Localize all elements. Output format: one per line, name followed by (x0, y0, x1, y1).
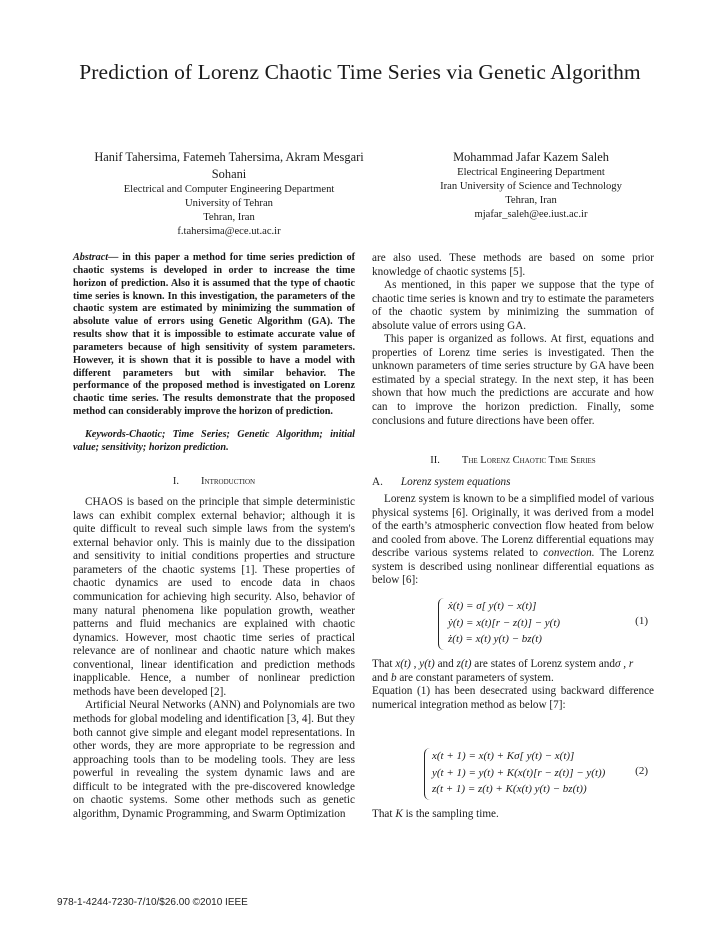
left-brace (438, 598, 447, 650)
continuation-paragraph: are also used. These methods are based on some prior knowledge of chaotic systems [5]. (372, 252, 654, 278)
subsection-heading (372, 476, 654, 490)
equation-lines (432, 748, 605, 798)
states-vars: x(t) , y(t) (395, 658, 435, 671)
equation-line: x(t + 1) = x(t) + Kσ[ y(t) − x(t)] (432, 750, 575, 763)
author-block-1 (84, 149, 374, 239)
section-number: I. (172, 475, 180, 487)
states-text: are constant parameters of system. (396, 671, 554, 684)
section-heading-lorenz (372, 454, 654, 468)
equation-1 (372, 598, 654, 654)
subsection-title: Lorenz system equations (400, 475, 511, 488)
abstract-text: in this paper a method for time series prediction of chaotic systems is developed in order to increase the time horizon of prediction. Also it is assumed that the type of chaotic time series is known. In this investigation, the parameters of the chaotic system are estimated by minimizing the summation of absolute value of errors using Genetic Algorithm (GA). The results show that it is impossible to estimate accurate value of parameters because of high sensitivity of system parameters. However, it is shown that it is possible to have a model with different parameters but with similar behavior. The performance of the proposed method is investigated on Lorenz chaotic time series. The results demonstrate that the proposed method can considerably improve the horizon of prediction. (73, 252, 356, 418)
author-email: mjafar_saleh@ee.iust.ac.ir (474, 209, 588, 220)
equation-line: z(t + 1) = z(t) + K(x(t) y(t) − bz(t)) (432, 783, 587, 796)
copyright-footer: 978-1-4244-7230-7/10/$26.00 ©2010 IEEE (57, 897, 248, 908)
author-block-2 (390, 149, 672, 222)
section-heading-introduction (73, 475, 355, 489)
lorenz-text-em: convection. (543, 547, 595, 560)
states-text: are states of Lorenz system and (471, 658, 615, 671)
author-department: Electrical Engineering Department (457, 167, 605, 178)
equation-number: (2) (635, 765, 648, 778)
k-text: That (372, 808, 396, 821)
author-institution: University of Tehran (185, 198, 273, 209)
equation-line: ż(t) = x(t) y(t) − bz(t) (448, 633, 542, 646)
section-title: The Lorenz Chaotic Time Series (461, 455, 596, 467)
abstract-lead: Abstract (73, 252, 109, 263)
author-name: Mohammad Jafar Kazem Saleh (453, 150, 609, 164)
left-column (73, 252, 355, 821)
paper-title: Prediction of Lorenz Chaotic Time Series via Genetic Algorithm (79, 60, 641, 84)
author-location: Tehran, Iran (203, 212, 255, 223)
states-params: σ , r (614, 658, 634, 671)
k-text: is the sampling time. (402, 808, 499, 821)
subsection-number: A. (372, 475, 383, 488)
right-column (372, 252, 654, 822)
paragraph-method: As mentioned, in this paper we suppose that the type of chaotic time series is known and try to estimate the parameters of the chaotic system by minimizing the summation of absolute value of errors using GA. (372, 279, 654, 332)
author-location: Tehran, Iran (505, 195, 557, 206)
states-text: and (434, 658, 457, 671)
abstract (73, 252, 355, 419)
author-institution: Iran University of Science and Technology (440, 181, 622, 192)
lorenz-text-b: The Lorenz system is described using nonlinear differential equations as below [6]: (372, 547, 654, 587)
author-names-line2: Sohani (211, 167, 247, 181)
section-title: Introduction (201, 475, 256, 487)
keywords: Keywords-Chaotic; Time Series; Genetic Algorithm; initial value; sensitivity; horizon prediction. (73, 428, 355, 453)
lorenz-text-a: Lorenz system is known to be a simplified model of various physical systems [6]. Originally, it was derived from a model of the earth’s atmospheric convection flow heated from below and cooled from above. The Lorenz differential equations may describe various systems related to (372, 493, 654, 560)
author-names-line1: Hanif Tahersima, Fatemeh Tahersima, Akram Mesgari (94, 150, 364, 164)
equation-intro-paragraph: Equation (1) has been desecrated using backward difference numerical integration method as below [7]: (372, 685, 654, 711)
lorenz-paragraph (372, 493, 654, 588)
k-var: K (395, 808, 403, 821)
author-department: Electrical and Computer Engineering Department (123, 184, 335, 195)
equation-line: y(t + 1) = y(t) + K(x(t)[r − z(t)] − y(t)) (432, 766, 606, 779)
states-text: That (372, 658, 396, 671)
author-email: f.tahersima@ece.ut.ac.ir (177, 226, 281, 237)
paragraph-organization: This paper is organized as follows. At first, equations and properties of Lorenz time series is investigated. Then the unknown parameters of time series structure by GA have been estimated by a special strategy. In the next step, it has been shown that how much the predictions are accurate and how can to improve the horizon prediction. Finally, some conclusions and future directions have been offer. (372, 333, 654, 427)
equation-2 (372, 748, 654, 804)
section-number: II. (430, 455, 440, 467)
intro-paragraph-1: CHAOS is based on the principle that simple deterministic laws can exhibit complex external behavior; although it is quite difficult to reveal such simple laws from the system's external behavior only. This is mainly due to the dissipation and sensitivity to initial conditions properties and structure parameters of the chaotic systems [1]. These properties of chaotic dynamics are used to encode data in chaos communication for achieving high security. Also, behavior of many natural phenomena like population growth, weather patterns and fluid mechanics are explained with chaotic dynamics. However, most chaotic time series of practical relevance are of nonlinear and chaotic nature which makes conventional, linear identification and prediction methods inapplicable. Hence, a number of nonlinear prediction methods have been developed [2]. (73, 496, 355, 698)
abstract-dash: — (108, 252, 123, 263)
equation-number: (1) (635, 615, 648, 628)
sampling-time-paragraph (372, 808, 654, 822)
equation-line: ẏ(t) = x(t)[r − z(t)] − y(t) (448, 616, 561, 629)
intro-paragraph-2: Artificial Neural Networks (ANN) and Polynomials are two methods for global modeling and identification [3, 4]. But they both cannot give simple and elegant model representations. In other words, they are more appropriate to be regression and approaching tools than to be modeling tools. They are less powerful in revealing the system dynamic laws and are difficult to be integrated with the pre-discovered knowledge on chaotic systems. Some other methods such as genetic algorithm, Dynamic Programming, and Swarm Optimization (73, 699, 355, 820)
states-var-z: z(t) (456, 658, 472, 671)
states-paragraph (372, 658, 654, 685)
states-text: and (372, 671, 391, 684)
equation-lines (448, 598, 560, 648)
equation-line: ẋ(t) = σ[ y(t) − x(t)] (448, 600, 537, 613)
states-param-b: b (390, 671, 397, 684)
